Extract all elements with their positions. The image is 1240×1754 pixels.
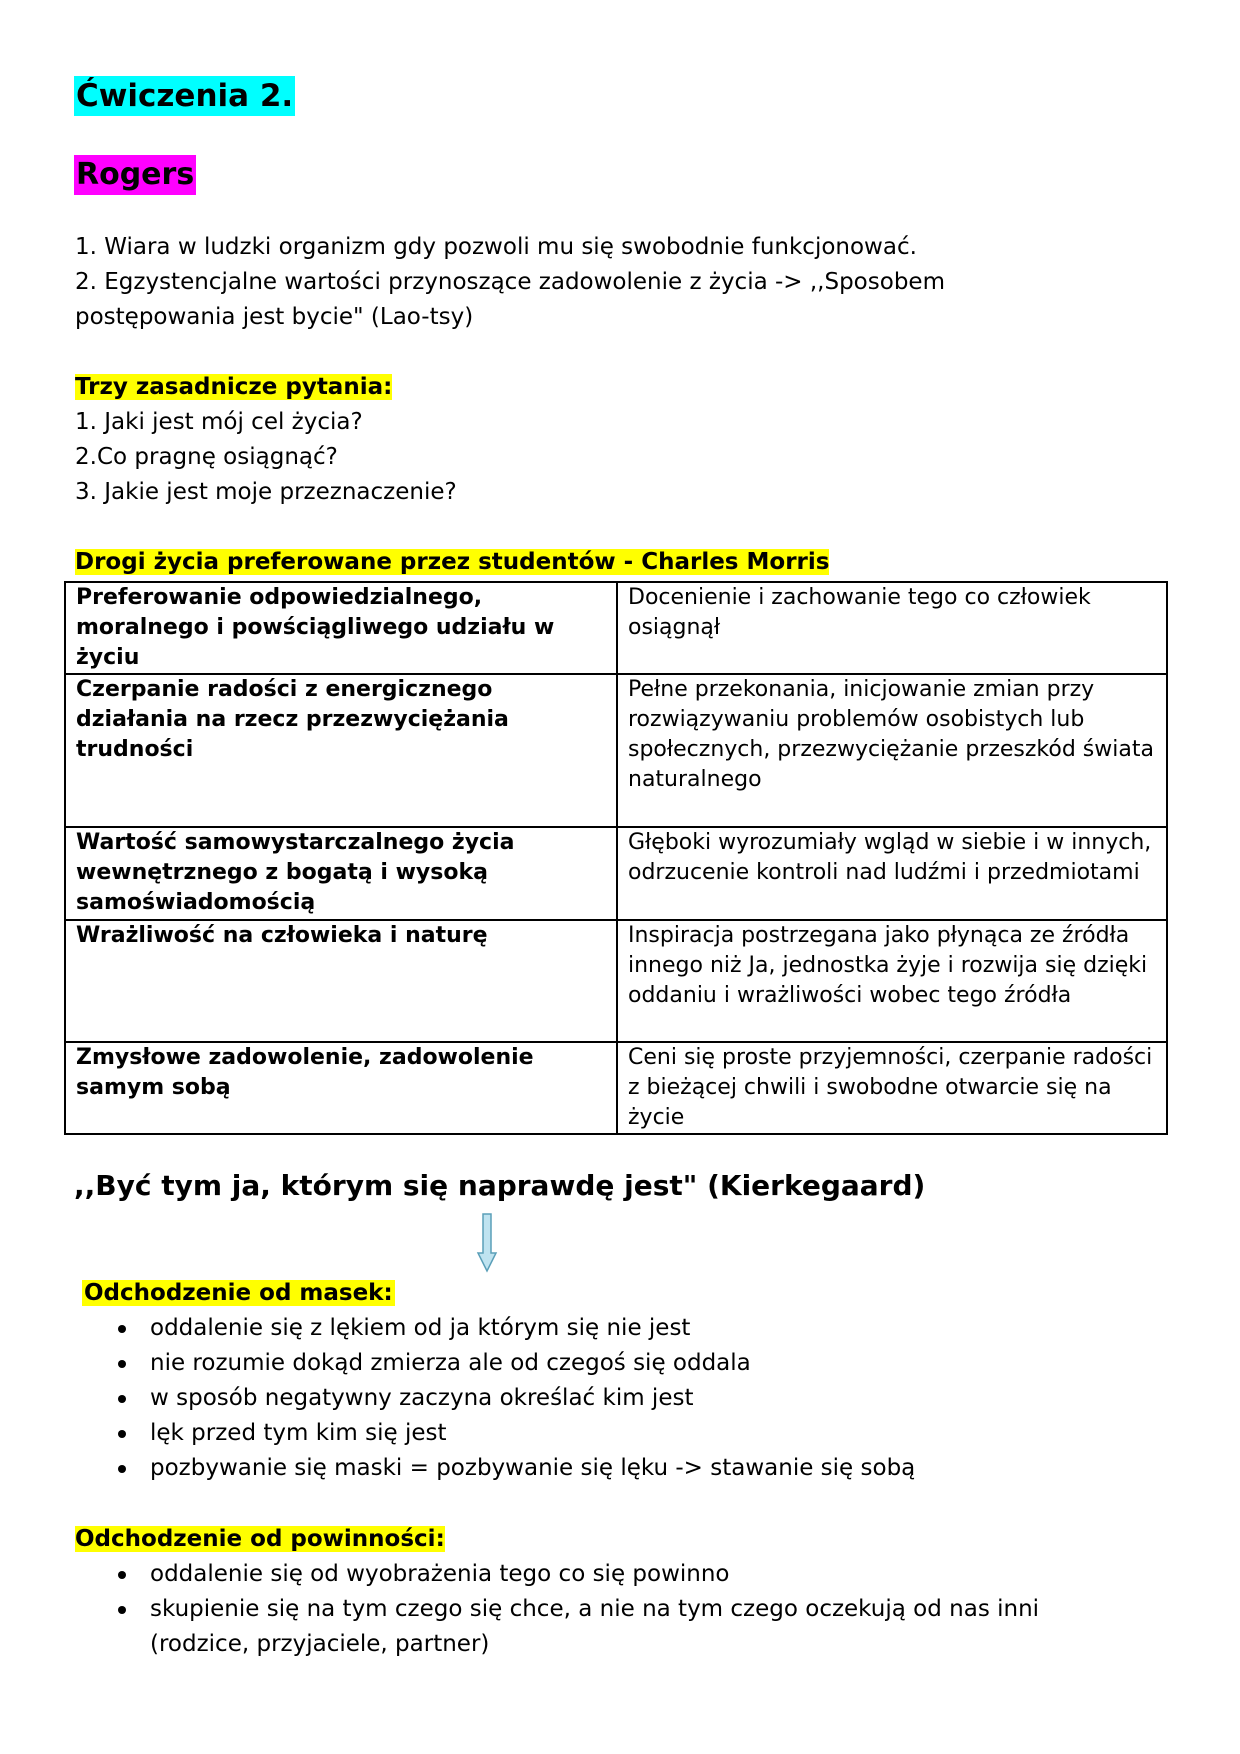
- table-cell-description: Docenienie i zachowanie tego co człowiek osiągnął: [617, 582, 1167, 674]
- list-item: [84, 1416, 915, 1451]
- list-item: [84, 1311, 915, 1346]
- duties-list: [84, 1557, 1039, 1662]
- list-item-text: oddalenie się z lękiem od ja którym się nie jest: [150, 1315, 691, 1341]
- section-block: [74, 155, 196, 195]
- list-item: [84, 1346, 915, 1381]
- section-heading: Rogers: [74, 155, 196, 195]
- list-item: [84, 1592, 1039, 1627]
- question-item: 2.Co pragnę osiągnąć?: [75, 444, 338, 470]
- table-row: [65, 674, 1167, 827]
- rogers-point: postępowania jest bycie" (Lao-tsy): [75, 304, 474, 330]
- list-item-text: pozbywanie się maski = pozbywanie się lęku -> stawanie się sobą: [150, 1455, 916, 1481]
- list-item-text: nie rozumie dokąd zmierza ale od czegoś się oddala: [150, 1350, 751, 1376]
- bullet-icon: [118, 1430, 126, 1438]
- table-cell-description: Głęboki wyrozumiały wgląd w siebie i w innych, odrzucenie kontroli nad ludźmi i przedmiotami: [617, 827, 1167, 920]
- ways-table: [64, 581, 1168, 1135]
- questions-block: [75, 370, 457, 510]
- bullet-icon: [118, 1395, 126, 1403]
- masks-heading: Odchodzenie od masek:: [84, 1280, 393, 1306]
- bullet-icon: [118, 1360, 126, 1368]
- table-cell-way: Wartość samowystarczalnego życia wewnętrznego z bogatą i wysoką samoświadomością: [65, 827, 617, 920]
- ways-heading-line: [75, 545, 829, 580]
- table-cell-description: Ceni się proste przyjemności, czerpanie radości z bieżącej chwili i swobodne otwarcie się na życie: [617, 1042, 1167, 1134]
- duties-block: [75, 1522, 445, 1557]
- duties-heading: Odchodzenie od powinności:: [75, 1526, 445, 1552]
- rogers-point: 1. Wiara w ludzki organizm gdy pozwoli mu się swobodnie funkcjonować.: [75, 234, 917, 260]
- list-item-continuation: [84, 1627, 1039, 1662]
- table-row: [65, 827, 1167, 920]
- table-row: [65, 1042, 1167, 1134]
- table-cell-description: Pełne przekonania, inicjowanie zmian przy rozwiązywaniu problemów osobistych lub społecznych, przezwyciężanie przeszkód świata naturalnego: [617, 674, 1167, 827]
- question-item: 1. Jaki jest mój cel życia?: [75, 409, 363, 435]
- masks-list: [84, 1311, 915, 1486]
- questions-heading: Trzy zasadnicze pytania:: [75, 374, 393, 400]
- list-item-text: (rodzice, przyjaciele, partner): [150, 1631, 490, 1657]
- table-cell-description: Inspiracja postrzegana jako płynąca ze źródła innego niż Ja, jednostka żyje i rozwija się dzięki oddaniu i wrażliwości wobec tego źródła: [617, 920, 1167, 1042]
- rogers-point: 2. Egzystencjalne wartości przynoszące zadowolenie z życia -> ,,Sposobem: [75, 269, 945, 295]
- table-cell-way: Preferowanie odpowiedzialnego, moralnego i powściągliwego udziału w życiu: [65, 582, 617, 674]
- quote-block: [74, 1167, 925, 1205]
- bullet-icon: [118, 1571, 126, 1579]
- ways-heading: Drogi życia preferowane przez studentów - Charles Morris: [75, 549, 830, 575]
- title-block: [74, 76, 295, 116]
- list-item: [84, 1451, 915, 1486]
- list-item-text: oddalenie się od wyobrażenia tego co się powinno: [150, 1561, 730, 1587]
- table-cell-way: Zmysłowe zadowolenie, zadowolenie samym sobą: [65, 1042, 617, 1134]
- down-arrow-icon: [476, 1213, 498, 1273]
- table-cell-way: Wrażliwość na człowieka i naturę: [65, 920, 617, 1042]
- kierkegaard-quote: ,,Być tym ja, którym się naprawdę jest" (Kierkegaard): [74, 1169, 926, 1202]
- list-item-text: w sposób negatywny zaczyna określać kim jest: [150, 1385, 694, 1411]
- table-cell-way: Czerpanie radości z energicznego działania na rzecz przezwyciężania trudności: [65, 674, 617, 827]
- list-item-text: lęk przed tym kim się jest: [150, 1420, 447, 1446]
- masks-block: [82, 1276, 395, 1311]
- list-item: [84, 1557, 1039, 1592]
- bullet-icon: [118, 1606, 126, 1614]
- list-item-text: skupienie się na tym czego się chce, a nie na tym czego oczekują od nas inni: [150, 1596, 1040, 1622]
- rogers-points: [75, 230, 945, 335]
- question-item: 3. Jakie jest moje przeznaczenie?: [75, 479, 457, 505]
- table-row: [65, 582, 1167, 674]
- bullet-icon: [118, 1325, 126, 1333]
- page-title: Ćwiczenia 2.: [76, 78, 294, 114]
- list-item: [84, 1381, 915, 1416]
- table-row: [65, 920, 1167, 1042]
- bullet-icon: [118, 1465, 126, 1473]
